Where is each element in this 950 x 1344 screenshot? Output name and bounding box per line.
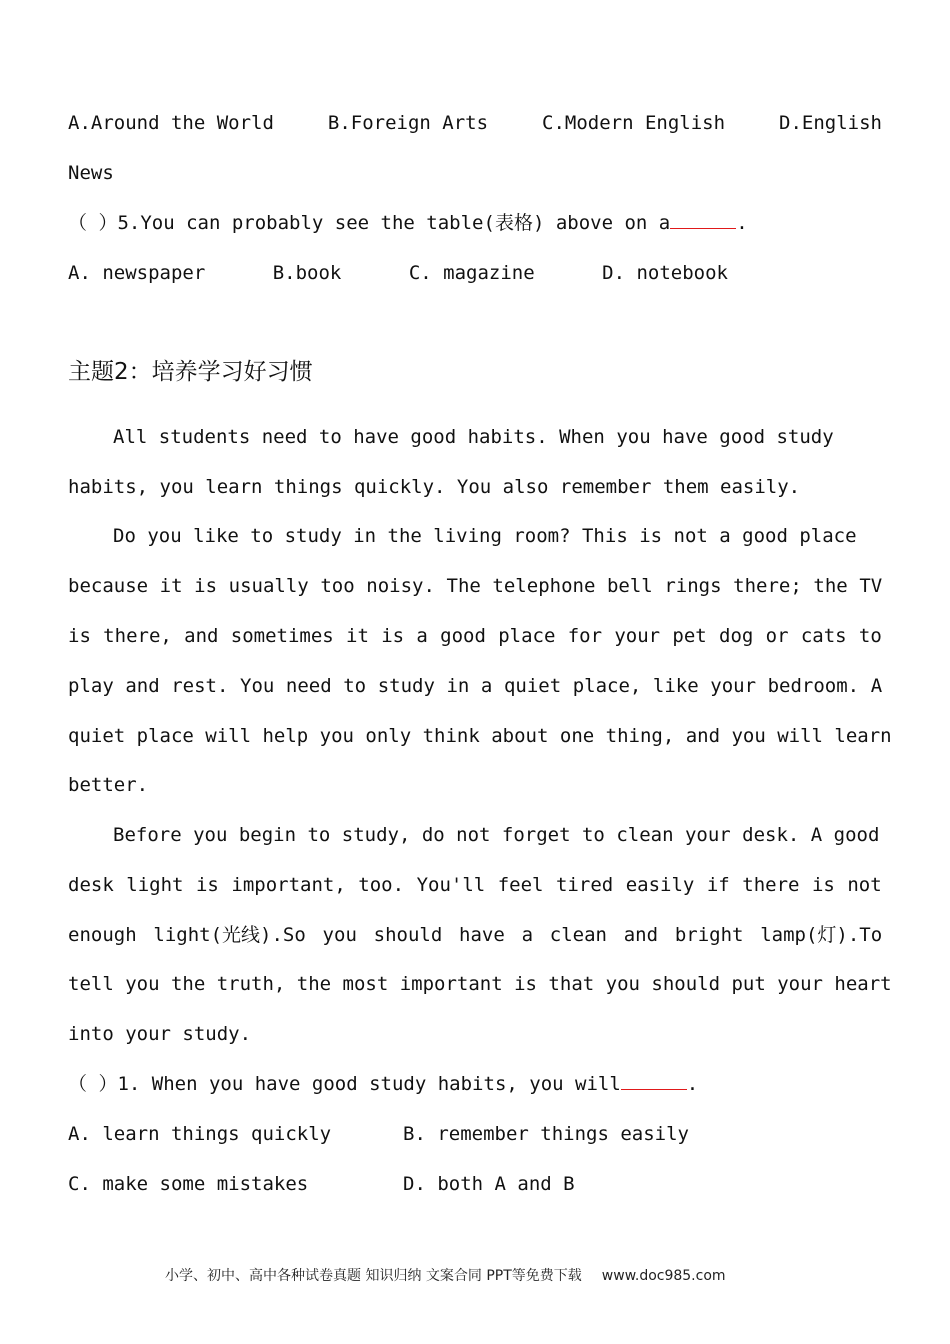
footer-text: 小学、初中、高中各种试卷真题 知识归纳 文案合同 PPT等免费下载 bbox=[165, 1268, 582, 1284]
passage-p3-line-4: tell you the truth, the most important is that you should put your heart bbox=[68, 973, 892, 995]
q1-answer-paren: （ ） bbox=[68, 1073, 118, 1095]
q4-option-b: B.Foreign Arts bbox=[327, 112, 489, 134]
q4-option-c: C.Modern English bbox=[542, 112, 726, 134]
passage-p1-line-2: habits, you learn things quickly. You also remember them easily. bbox=[68, 476, 801, 498]
q1-stem-text: 1. When you have good study habits, you will bbox=[117, 1073, 621, 1095]
q1-option-c: C. make some mistakes bbox=[68, 1173, 309, 1195]
q1-stem-end: . bbox=[686, 1073, 699, 1095]
q4-option-d: D.English bbox=[779, 112, 882, 134]
q5-option-a: A. newspaper bbox=[68, 262, 206, 284]
q5-stem-text: 5.You can probably see the table(表格) above on a bbox=[117, 212, 671, 234]
q4-options-row bbox=[68, 110, 882, 136]
q5-answer-paren: （ ） bbox=[68, 212, 118, 234]
q1-option-d: D. both A and B bbox=[403, 1173, 575, 1195]
passage-p2-line-5: quiet place will help you only think about one thing, and you will learn bbox=[68, 725, 892, 747]
q5-option-d: D. notebook bbox=[602, 262, 728, 284]
q5-option-c: C. magazine bbox=[408, 262, 535, 284]
q4-option-d-continuation: News bbox=[68, 162, 114, 184]
passage-p2-line-6: better. bbox=[68, 774, 149, 796]
q1-answer-blank[interactable] bbox=[621, 1071, 687, 1090]
passage-p3-line-1: Before you begin to study, do not forget to clean your desk. A good bbox=[113, 824, 880, 846]
q5-option-b: B.book bbox=[272, 262, 342, 284]
passage-p2-line-3: is there, and sometimes it is a good place for your pet dog or cats to bbox=[68, 625, 882, 647]
footer-url-link[interactable]: www.doc985.com bbox=[601, 1268, 726, 1284]
passage-p2-line-4: play and rest. You need to study in a quiet place, like your bedroom. A bbox=[68, 675, 883, 697]
passage-p3-line-2: desk light is important, too. You'll feel tired easily if there is not bbox=[68, 874, 882, 896]
passage-p3-line-3: enough light(光线).So you should have a clean and bright lamp(灯).To bbox=[68, 924, 883, 946]
passage-p1-line-1: All students need to have good habits. When you have good study bbox=[113, 426, 834, 448]
passage-p2-line-1: Do you like to study in the living room? This is not a good place bbox=[113, 525, 857, 547]
q1-stem bbox=[68, 1071, 698, 1097]
passage-p2-line-2: because it is usually too noisy. The telephone bell rings there; the TV bbox=[68, 575, 883, 597]
q5-answer-blank[interactable] bbox=[670, 210, 736, 229]
page-footer bbox=[165, 1265, 726, 1285]
q1-option-b: B. remember things easily bbox=[403, 1123, 689, 1145]
section-heading: 主题2：培养学习好习惯 bbox=[68, 359, 313, 385]
q5-options-row bbox=[68, 260, 728, 286]
passage-p3-line-5: into your study. bbox=[68, 1023, 252, 1045]
q5-stem-end: . bbox=[736, 212, 748, 234]
q1-option-a: A. learn things quickly bbox=[68, 1123, 332, 1145]
q5-stem bbox=[68, 210, 748, 236]
q4-option-a: A.Around the World bbox=[68, 112, 274, 134]
